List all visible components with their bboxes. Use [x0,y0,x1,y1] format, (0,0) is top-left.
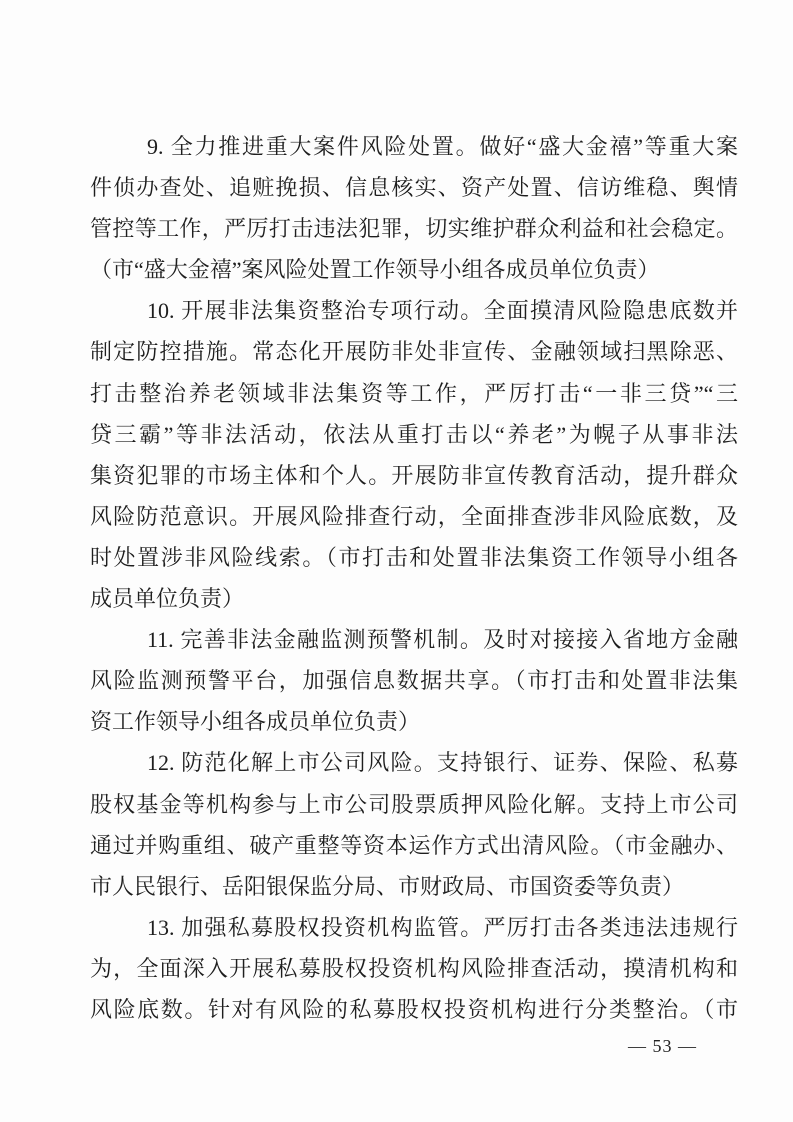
text-line: 成员单位负责） [90,586,245,612]
text-line: 管控等工作，严厉打击违法犯罪，切实维护群众利益和社会稳定。 [90,216,738,242]
text-line: 制定防控措施。常态化开展防非处非宣传、金融领域扫黑除恶、 [90,339,738,365]
text-line: 通过并购重组、破产重整等资本运作方式出清风险。（市金融办、 [90,832,738,858]
text-line: 时处置涉非风险线索。（市打击和处置非法集资工作领导小组各 [90,544,738,570]
text-line: 件侦办查处、追赃挽损、信息核实、资产处置、信访维稳、舆情 [90,175,738,201]
text-line: 12. 防范化解上市公司风险。支持银行、证券、保险、私募 [147,750,738,776]
text-line: 股权基金等机构参与上市公司股票质押风险化解。支持上市公司 [90,791,738,817]
text-line: 11. 完善非法金融监测预警机制。及时对接接入省地方金融 [147,627,738,653]
text-line: 打击整治养老领域非法集资等工作，严厉打击“一非三贷”“三 [90,380,738,406]
text-line: 风险监测预警平台，加强信息数据共享。（市打击和处置非法集 [90,668,738,694]
page-number: — 53 — [628,1036,697,1056]
text-line: 13. 加强私募股权投资机构监管。严厉打击各类违法违规行 [147,914,738,940]
text-line: 9. 全力推进重大案件风险处置。做好“盛大金禧”等重大案 [147,134,738,159]
text-line: 资工作领导小组各成员单位负责） [90,709,421,735]
text-line: （市“盛大金禧”案风险处置工作领导小组各成员单位负责） [90,257,660,283]
text-line: 10. 开展非法集资整治专项行动。全面摸清风险隐患底数并 [147,298,738,324]
document-body [90,126,738,1030]
text-line: 集资犯罪的市场主体和个人。开展防非宣传教育活动，提升群众 [90,462,738,488]
text-line: 风险防范意识。开展风险排查行动，全面排查涉非风险底数，及 [90,503,738,529]
text-line: 贷三霸”等非法活动，依法从重打击以“养老”为幌子从事非法 [90,421,738,447]
text-line: 市人民银行、岳阳银保监分局、市财政局、市国资委等负责） [90,873,685,899]
text-line: 风险底数。针对有风险的私募股权投资机构进行分类整治。（市 [90,996,738,1022]
text-line: 为，全面深入开展私募股权投资机构风险排查活动，摸清机构和 [90,955,738,981]
